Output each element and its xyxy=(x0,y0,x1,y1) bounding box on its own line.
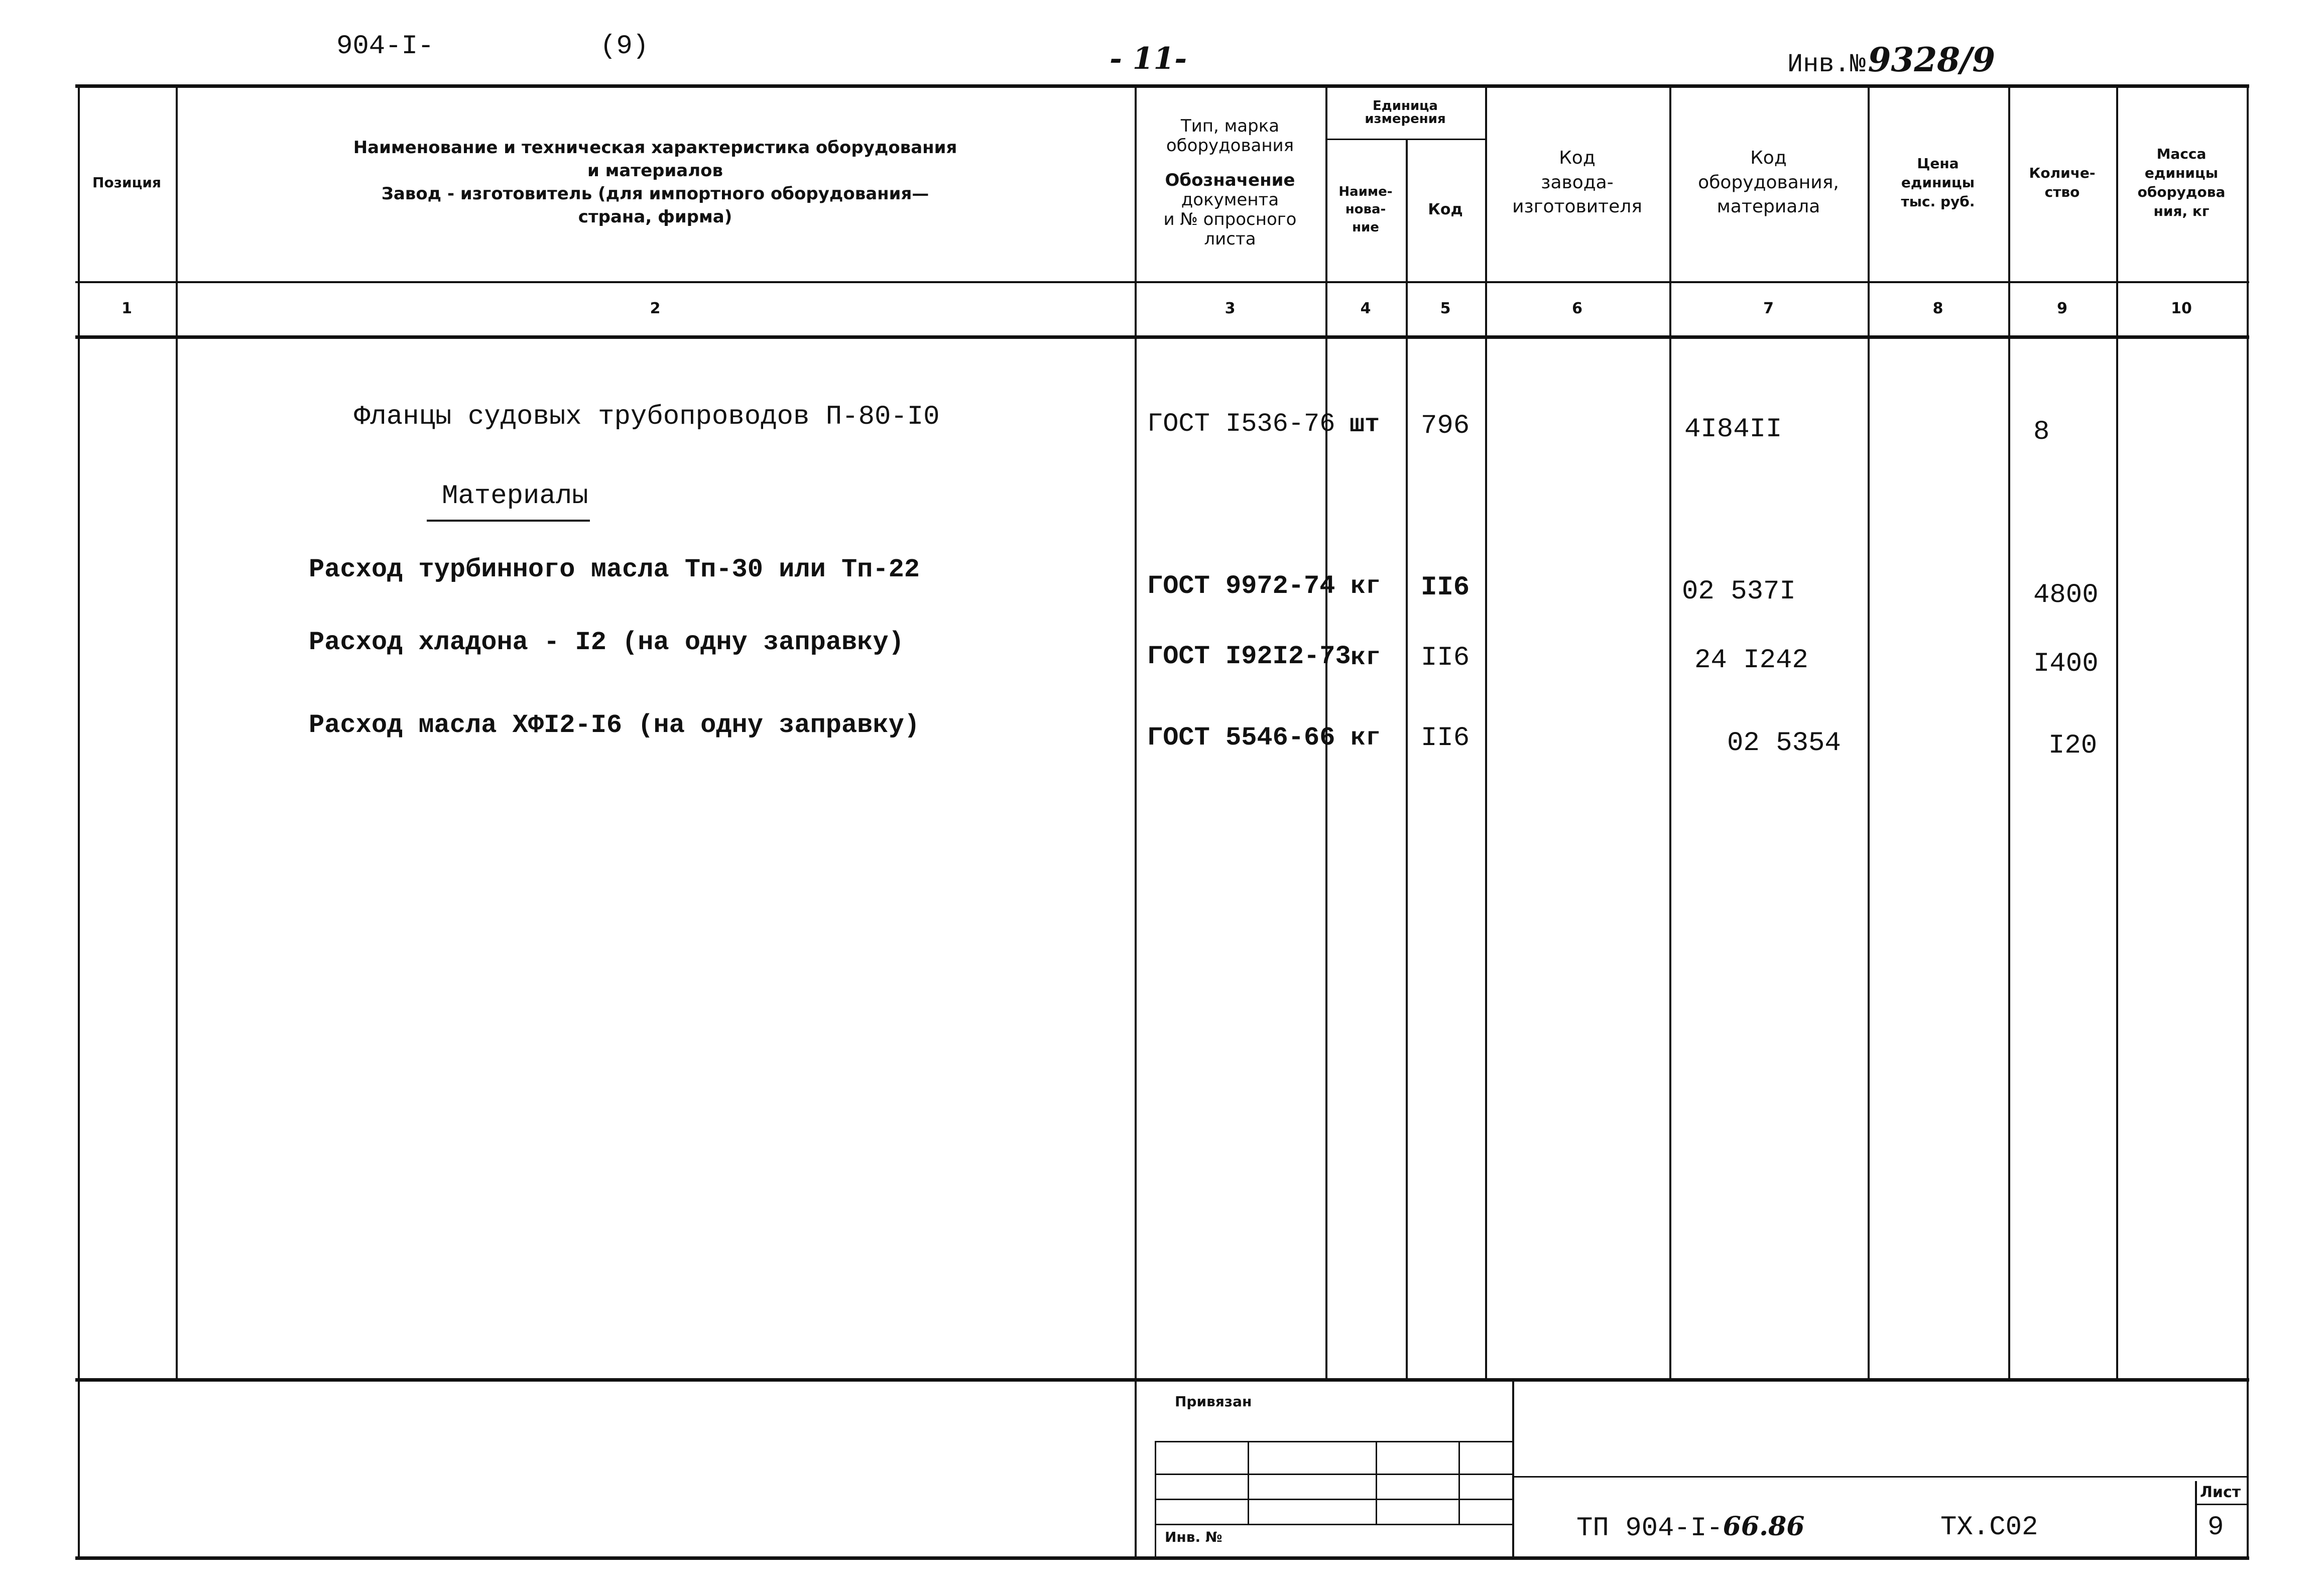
header-position: Позиция xyxy=(92,174,161,191)
row-material-code: 4I84II xyxy=(1684,414,1782,445)
col-number-4: 4 xyxy=(1360,299,1371,317)
col-number-7: 7 xyxy=(1763,299,1774,317)
row-unit: шт xyxy=(1350,411,1380,439)
col-number-9: 9 xyxy=(2057,299,2067,317)
row-quantity: 4800 xyxy=(2033,580,2099,610)
page-number: - 11- xyxy=(1110,41,1187,76)
row-doc: ГОСТ I536-76 xyxy=(1147,409,1335,439)
row-unit-code: 796 xyxy=(1421,411,1470,441)
row-quantity: I20 xyxy=(2048,730,2098,761)
sheet-label: Лист xyxy=(2200,1484,2241,1501)
bound-label: Привязан xyxy=(1175,1393,1252,1410)
sheet-number-paren: (9) xyxy=(600,31,649,62)
section-heading: Материалы xyxy=(442,481,588,512)
stamp-inventory-label: Инв. № xyxy=(1165,1529,1222,1545)
row-material-code: 02 537I xyxy=(1682,576,1796,607)
row-doc: ГОСТ 5546-66 xyxy=(1147,723,1335,753)
header-price: Цена единицы тыс. руб. xyxy=(1901,155,1975,210)
header-type-doc: Тип, марка оборудования Обозначение документа и № опросного листа xyxy=(1163,115,1297,250)
row-unit-code: II6 xyxy=(1421,572,1470,603)
row-unit: кг xyxy=(1351,724,1381,753)
col-number-5: 5 xyxy=(1440,299,1451,317)
document-code-suffix: 66.86 xyxy=(1723,1511,1805,1542)
header-material-code: Код оборудования, материала xyxy=(1698,148,1839,217)
header-unit-name: Наиме- нова- ние xyxy=(1338,184,1393,235)
row-material-code: 02 5354 xyxy=(1727,728,1841,759)
row-doc: ГОСТ I92I2-73 xyxy=(1147,642,1351,671)
header-name: Наименование и техническая характеристика оборудования и материалов Завод - изготовитель (для импортного оборудования— страна, фирма) xyxy=(353,138,957,227)
row-unit: кг xyxy=(1351,644,1381,672)
header-factory-code: Код завода- изготовителя xyxy=(1512,148,1642,217)
header-quantity: Количе- ство xyxy=(2029,165,2096,200)
sheet-number: 9 xyxy=(2208,1512,2224,1543)
col-number-1: 1 xyxy=(121,299,132,317)
row-doc: ГОСТ 9972-74 xyxy=(1147,571,1335,601)
col-number-2: 2 xyxy=(650,299,661,317)
inventory-number xyxy=(1787,40,1995,79)
inventory-value: 9328/9 xyxy=(1868,40,1996,79)
row-name: Расход масла ХФI2-I6 (на одну заправку) xyxy=(309,710,920,740)
section-underline xyxy=(427,520,590,522)
col-number-8: 8 xyxy=(1932,299,1943,317)
row-quantity: 8 xyxy=(2033,417,2050,447)
row-name: Расход хладона - I2 (на одну заправку) xyxy=(309,628,904,657)
document-type: ТХ.С02 xyxy=(1940,1512,2038,1543)
row-name: Фланцы судовых трубопроводов П-80-I0 xyxy=(354,402,940,432)
row-name: Расход турбинного масла Тп-30 или Тп-22 xyxy=(309,555,920,584)
document-code-prefix: ТП 904-I- xyxy=(1576,1513,1723,1544)
row-quantity: I400 xyxy=(2033,649,2099,679)
col-number-3: 3 xyxy=(1225,299,1236,317)
row-unit-code: II6 xyxy=(1421,723,1470,754)
header-unit-code: Код xyxy=(1428,200,1463,218)
row-unit-code: II6 xyxy=(1421,643,1470,673)
row-material-code: 24 I242 xyxy=(1694,645,1808,676)
inventory-label: Инв.№ xyxy=(1787,50,1866,79)
document-code xyxy=(1576,1511,1805,1544)
col-number-10: 10 xyxy=(2171,299,2192,317)
header-mass: Масса единицы оборудова ния, кг xyxy=(2137,146,2226,219)
series-code: 904-I- xyxy=(336,31,434,62)
header-unit-group: Единица измерения xyxy=(1365,98,1446,127)
row-unit: кг xyxy=(1351,572,1381,601)
col-number-6: 6 xyxy=(1572,299,1582,317)
